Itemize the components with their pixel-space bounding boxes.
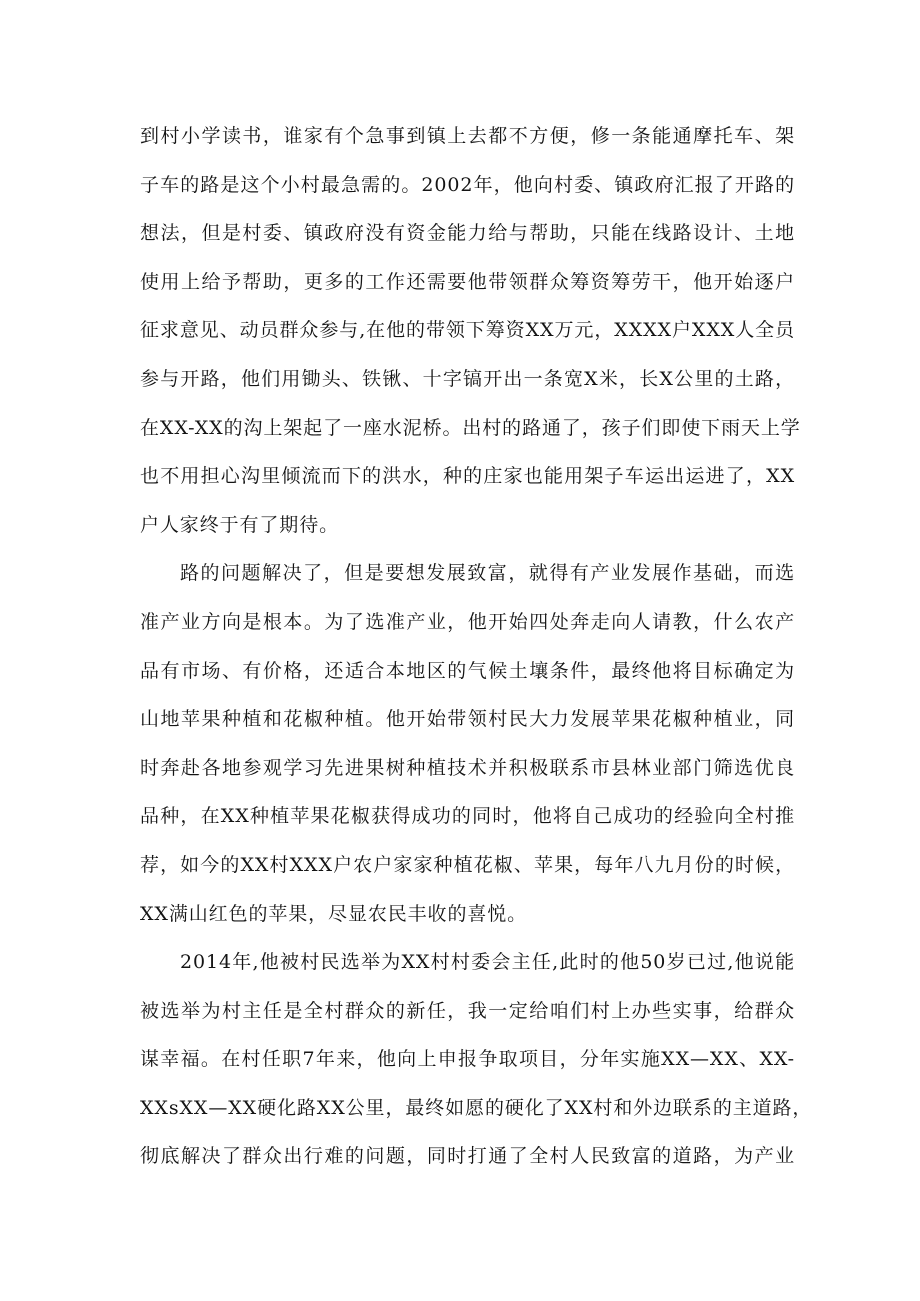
text-line: 时奔赴各地参观学习先进果树种植技术并积极联系市县林业部门筛选优良: [140, 756, 795, 779]
text-line: 子车的路是这个小村最急需的。2002年，他向村委、镇政府汇报了开路的: [140, 173, 795, 196]
text-line: 荐，如今的XX村XXX户农户家家种植花椒、苹果，每年八九月份的时候，: [140, 853, 795, 876]
text-line: 谋幸福。在村任职7年来，他向上申报争取项目，分年实施XX—XX、XX-: [140, 1048, 795, 1071]
text-line: 也不用担心沟里倾流而下的洪水，种的庄家也能用架子车运出运进了，XX: [140, 465, 795, 488]
text-line: 被选举为村主任是全村群众的新任，我一定给咱们村上办些实事，给群众: [140, 999, 795, 1022]
text-line: XX满山红色的苹果，尽显农民丰收的喜悦。: [140, 902, 528, 925]
text-line: XXsXX—XX硬化路XX公里，最终如愿的硬化了XX村和外边联系的主道路，: [140, 1096, 813, 1119]
text-line: 准产业方向是根本。为了选准产业，他开始四处奔走向人请教，什么农产: [140, 610, 795, 633]
text-line: 山地苹果种植和花椒种植。他开始带领村民大力发展苹果花椒种植业，同: [140, 708, 795, 731]
paragraph-1: [140, 112, 801, 549]
text-line: 品种，在XX种植苹果花椒获得成功的同时，他将自己成功的经验向全村推: [140, 805, 795, 828]
document-page: [140, 112, 813, 1181]
text-line: 路的问题解决了，但是要想发展致富，就得有产业发展作基础，而选: [180, 562, 795, 585]
text-line: 征求意见、动员群众参与,在他的带领下筹资XX万元，XXXX户XXX人全员: [140, 319, 795, 342]
paragraph-2: [140, 549, 795, 938]
paragraph-3: [140, 938, 813, 1181]
text-line: 户人家终于有了期待。: [140, 513, 340, 536]
text-line: 使用上给予帮助，更多的工作还需要他带领群众筹资筹劳干，他开始逐户: [140, 270, 795, 293]
text-line: 想法，但是村委、镇政府没有资金能力给与帮助，只能在线路设计、土地: [140, 222, 795, 245]
text-line: 品有市场、有价格，还适合本地区的气候土壤条件，最终他将目标确定为: [140, 659, 795, 682]
text-line: 参与开路，他们用锄头、铁锹、十字镐开出一条宽X米，长X公里的土路，: [140, 367, 795, 390]
text-line: 2014年,他被村民选举为XX村村委会主任,此时的他50岁已过,他说能: [180, 951, 795, 974]
text-line: 到村小学读书，谁家有个急事到镇上去都不方便，修一条能通摩托车、架: [140, 125, 795, 147]
text-line: 彻底解决了群众出行难的问题，同时打通了全村人民致富的道路，为产业: [140, 1145, 795, 1168]
text-line: 在XX-XX的沟上架起了一座水泥桥。出村的路通了，孩子们即使下雨天上学: [140, 416, 801, 439]
